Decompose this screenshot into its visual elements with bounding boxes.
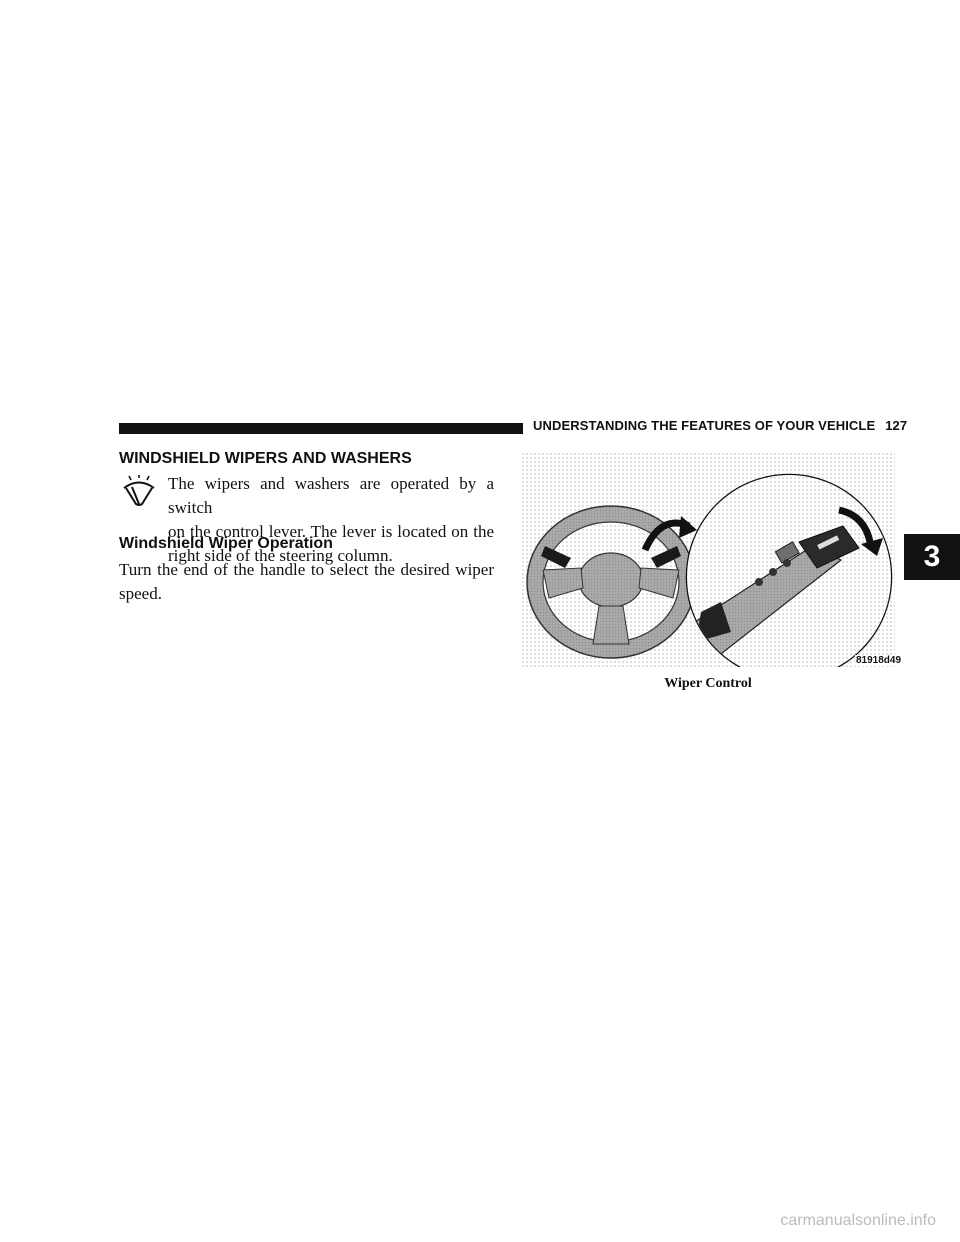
running-title: UNDERSTANDING THE FEATURES OF YOUR VEHICLE	[533, 418, 876, 433]
wiper-control-figure	[521, 452, 895, 667]
section-intro-paragraph	[168, 472, 494, 568]
figure-caption: Wiper Control	[664, 676, 752, 691]
intro-line: right side of the steering column.	[168, 546, 393, 565]
body-line: Turn the end of the handle to select the desired wiper	[119, 560, 494, 579]
watermark: carmanualsonline.info	[780, 1212, 936, 1229]
body-line: speed.	[119, 584, 162, 603]
page-number: 127	[885, 418, 908, 433]
wiper-control-illustration	[521, 452, 895, 667]
steering-wheel-image	[527, 506, 695, 658]
subsection-body-paragraph	[119, 558, 494, 606]
subsection-title: Windshield Wiper Operation	[119, 535, 333, 552]
intro-line: on the control lever. The lever is located on the	[168, 522, 494, 541]
intro-line: The wipers and washers are operated by a switch	[168, 474, 494, 517]
header-rule-bar	[119, 423, 523, 434]
chapter-tab: 3	[904, 534, 960, 580]
running-header	[533, 418, 907, 433]
figure-id: 81918d49	[856, 655, 902, 666]
section-title: WINDSHIELD WIPERS AND WASHERS	[119, 450, 412, 467]
windshield-wiper-icon	[121, 475, 157, 507]
